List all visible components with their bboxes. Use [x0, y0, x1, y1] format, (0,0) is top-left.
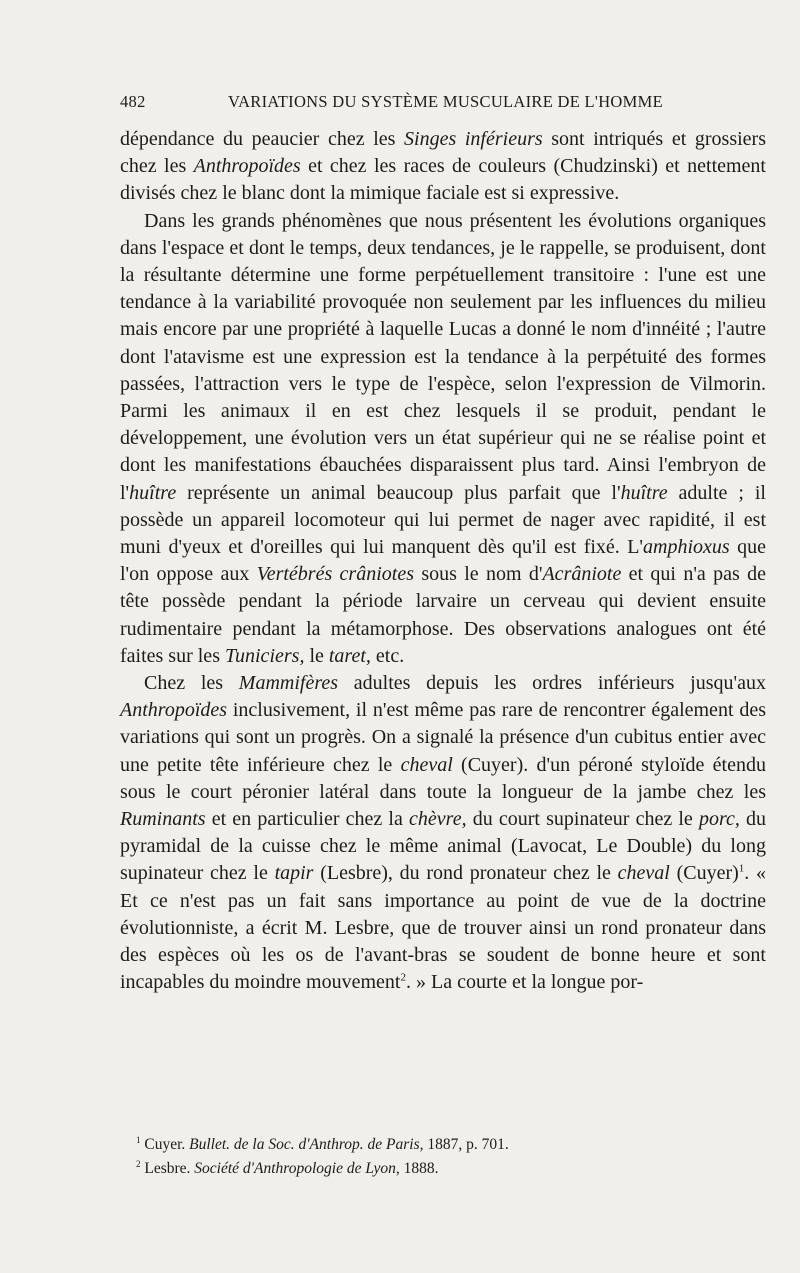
page-number: 482 — [120, 92, 146, 111]
text-run: . « Et ce n'est pas un fait sans importance au point de vue de la doctrine évolutionniste, a écrit M. Lesbre, que de trouver ainsi un rond pronateur dans des espèces où les os de l'avant-bras se soudent de bonne heure et sont incapables du moindre mouvement — [120, 862, 767, 994]
paragraph-1 — [120, 126, 766, 208]
italic-term: Mammifères — [238, 672, 339, 695]
footnote-mark: 2 — [136, 1158, 141, 1169]
footnote-1 — [120, 1133, 766, 1157]
text-run: du pyramidal de la cuisse chez le même animal (Lavocat, Le Double) du long supinateur chez le — [120, 808, 767, 885]
running-title: VARIATIONS DU SYSTÈME MUSCULAIRE DE L'HOMME — [228, 92, 663, 111]
footnote-ref-2[interactable]: 2 — [400, 971, 406, 984]
footnote-rest: 1888. — [399, 1160, 439, 1177]
text-run: adultes depuis les ordres inférieurs jusqu'aux — [338, 672, 767, 695]
text-run: adulte ; il possède un appareil locomoteur qui lui permet de nager avec rapidité, il est muni d'yeux et d'oreilles qui lui manquent dès qu'il est fixé. L' — [120, 481, 766, 559]
text-run: et en particulier chez la — [205, 808, 410, 831]
text-run: du court supinateur chez le — [466, 808, 699, 831]
italic-term: chèvre, — [409, 808, 467, 831]
paragraph-2 — [120, 208, 766, 670]
italic-term: Ruminants — [120, 808, 206, 831]
italic-term: Anthropoïdes — [120, 699, 228, 722]
footnote-ref-1[interactable]: 1 — [738, 862, 745, 875]
text-run: le — [304, 644, 329, 667]
italic-term: Anthropoïdes — [193, 155, 301, 178]
text-run: dépendance du peaucier chez les — [120, 128, 405, 150]
text-run: et qui n'a pas de tête possède pendant la période larvaire un cerveau qui devient ensuite rudimentaire pendant la métamorphose. Des observations analogues ont été faites sur les — [120, 563, 766, 667]
italic-term: taret, — [328, 644, 371, 667]
footnote-title: Bullet. de la Soc. d'Anthrop. de Paris, — [189, 1136, 424, 1153]
text-run: Dans les grands phénomènes que nous présentent les évolutions organiques dans l'espace et dont le temps, deux tendances, je le rappelle, se produisent, dont la résultante détermine une forme perpétuellement transitoire : l'une est une tendance à la variabilité provoquée non seulement par les influences du milieu mais encore par une propriété à laquelle Lucas a donné le nom d'innéité ; l'autre dont l'atavisme est une expression est la tendance à la perpétuité des formes passées, l'attraction vers le type de l'espèce, selon l'expression de Vilmorin. Parmi les animaux il en est chez lesquels il se produit, pendant le développement, une évolution vers un état supérieur qui ne se réalise point et dont les manifestations ébauchées disparaissent plus tard. Ainsi l'embryon de l' — [120, 209, 766, 504]
text-run: Chez les — [144, 672, 239, 695]
text-run: et chez les races de couleurs (Chudzinski) et nettement divisés chez le blanc dont la mimique faciale est si expressive. — [120, 155, 766, 205]
text-run: etc. — [370, 644, 405, 667]
footnote-author: Lesbre. — [140, 1160, 195, 1177]
text-run: inclusivement, il n'est même pas rare de rencontrer également des variations qui sont un progrès. On a signalé la présence d'un cubitus entier avec une petite tête inférieure chez le — [120, 699, 766, 776]
footnote-title: Société d'Anthropologie de Lyon, — [194, 1160, 400, 1177]
italic-term: amphioxus — [643, 536, 730, 559]
italic-term: huître — [620, 481, 668, 504]
footnote-author: Cuyer. — [140, 1136, 190, 1153]
footnote-mark: 1 — [136, 1134, 141, 1145]
footnote-rest: 1887, p. 701. — [423, 1136, 509, 1153]
text-run: représente un animal beaucoup plus parfait que l' — [176, 481, 621, 504]
body-text — [120, 126, 766, 997]
text-run: (Cuyer). d'un péroné styloïde étendu sous le court péronier latéral dans toute la longueur de la jambe chez les — [120, 753, 766, 803]
italic-term: porc, — [698, 808, 740, 831]
text-run: (Cuyer) — [669, 862, 739, 885]
italic-term: Tuniciers, — [224, 644, 305, 667]
italic-term: huître — [129, 481, 177, 504]
footnote-2 — [120, 1157, 766, 1181]
italic-term: Acrâniote — [542, 563, 622, 586]
text-run: . » La courte et la longue por- — [405, 971, 644, 994]
text-run: sont intriqués et grossiers chez les — [120, 128, 766, 178]
text-run: (Lesbre), du rond pronateur chez le — [313, 862, 618, 885]
paragraph-3 — [120, 670, 766, 996]
italic-term: tapir — [274, 862, 314, 885]
italic-term: cheval — [400, 753, 453, 776]
text-run: que l'on oppose aux — [120, 536, 766, 586]
italic-term: Singes inférieurs — [404, 128, 543, 150]
footnotes — [120, 1133, 766, 1181]
text-run: sous le nom d' — [414, 563, 543, 586]
italic-term: Vertébrés crâniotes — [256, 563, 414, 586]
italic-term: cheval — [617, 862, 670, 885]
